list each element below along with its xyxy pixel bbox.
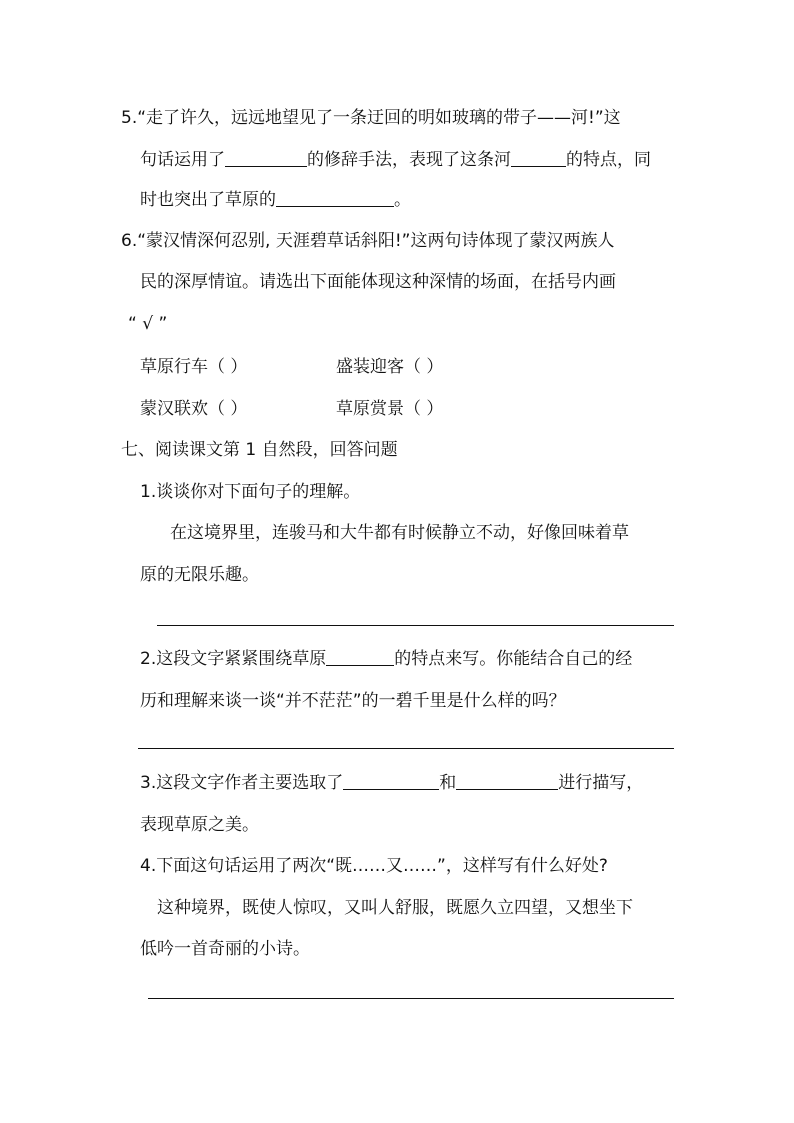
q5-line-1: 5.“走了许久，远远地望见了一条迂回的明如玻璃的带子——河!”这 xyxy=(121,108,621,128)
s7-q3-blank-1[interactable] xyxy=(343,771,439,790)
q6-option-welcome-guests[interactable]: 盛装迎客（ ） xyxy=(336,357,444,377)
q6-option-celebration[interactable]: 蒙汉联欢（ ） xyxy=(140,399,248,419)
q5-line-3 xyxy=(140,188,411,212)
s7-q3-line-2: 表现草原之美。 xyxy=(140,815,259,835)
s7-q2-text: 的特点来写。你能结合自己的经 xyxy=(394,649,633,669)
s7-q4-prompt: 4.下面这句话运用了两次“既……又……”，这样写有什么好处? xyxy=(140,856,608,876)
q5-text: 句话运用了 xyxy=(140,150,225,170)
s7-q3-text: 3.这段文字作者主要选取了 xyxy=(140,773,344,793)
q6-option-grassland-drive[interactable]: 草原行车（ ） xyxy=(140,357,248,377)
q5-text: 时也突出了草原的 xyxy=(140,190,276,210)
q5-river-feature-blank[interactable] xyxy=(511,148,566,167)
q5-rhetoric-blank[interactable] xyxy=(225,148,307,167)
section-7-title: 七、阅读课文第 1 自然段，回答问题 xyxy=(121,440,398,460)
s7-q4-answer-line[interactable] xyxy=(148,998,674,999)
s7-q3-line-1 xyxy=(140,771,643,795)
q5-line-2 xyxy=(140,148,651,172)
q6-line-3: “ √ ” xyxy=(128,314,168,334)
q5-text: 的特点，同 xyxy=(566,150,651,170)
s7-q2-text: 2.这段文字紧紧围绕草原 xyxy=(140,649,327,669)
q5-grassland-blank[interactable] xyxy=(276,188,394,207)
s7-q1-answer-line[interactable] xyxy=(157,625,674,626)
s7-q1-quote-line-1: 在这境界里，连骏马和大牛都有时候静立不动，好像回味着草 xyxy=(170,523,629,543)
s7-q2-answer-line[interactable] xyxy=(138,748,674,749)
q6-line-2: 民的深厚情谊。请选出下面能体现这种深情的场面，在括号内画 xyxy=(140,272,616,292)
q5-text: 的修辞手法，表现了这条河 xyxy=(307,150,511,170)
s7-q2-line-1 xyxy=(140,647,632,671)
s7-q4-quote-line-2: 低吟一首奇丽的小诗。 xyxy=(140,939,310,959)
s7-q3-text: 进行描写， xyxy=(558,773,644,793)
q6-line-1: 6.“蒙汉情深何忍别, 天涯碧草话斜阳!”这两句诗体现了蒙汉两族人 xyxy=(121,231,615,251)
s7-q3-blank-2[interactable] xyxy=(456,771,558,790)
s7-q2-feature-blank[interactable] xyxy=(326,647,394,666)
s7-q2-line-2: 历和理解来谈一谈“并不茫茫”的一碧千里是什么样的吗？ xyxy=(140,691,566,711)
s7-q1-prompt: 1.谈谈你对下面句子的理解。 xyxy=(140,482,361,502)
s7-q4-quote-line-1: 这种境界，既使人惊叹，又叫人舒服，既愿久立四望，又想坐下 xyxy=(157,898,633,918)
s7-q3-text: 和 xyxy=(439,773,457,793)
q5-text: 。 xyxy=(394,190,411,210)
s7-q1-quote-line-2: 原的无限乐趣。 xyxy=(140,565,259,585)
q6-option-scenery[interactable]: 草原赏景（ ） xyxy=(336,399,444,419)
